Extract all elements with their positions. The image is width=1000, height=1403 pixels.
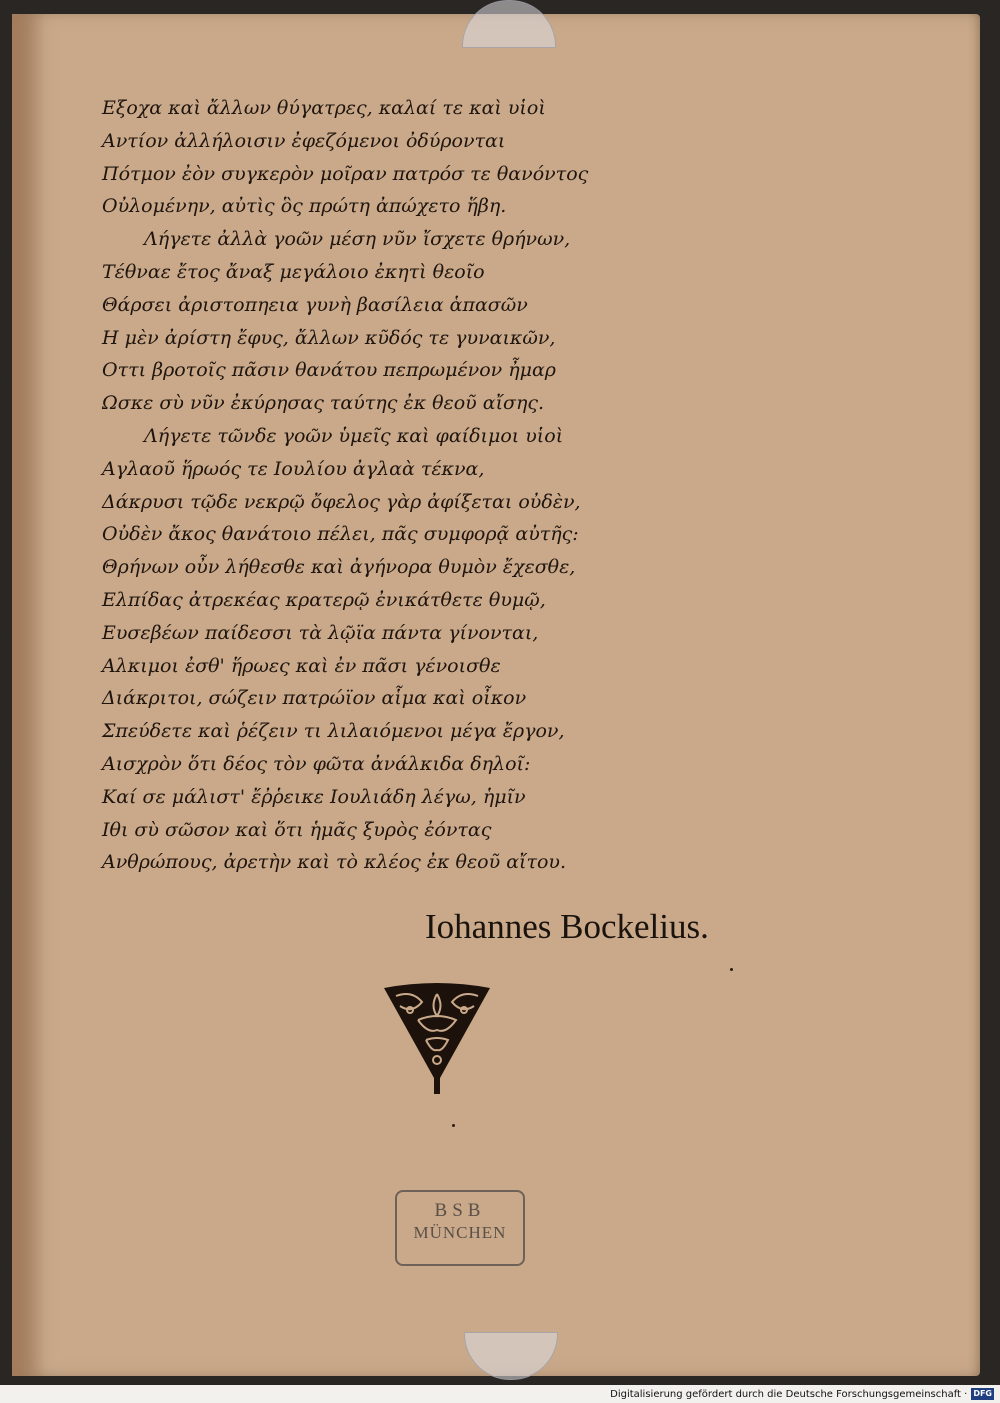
poem-line: Ανθρώπους, ἀρετὴν καὶ τὸ κλέος ἐκ θεοῦ αἴτου. (102, 851, 567, 873)
stamp-line-2: MÜNCHEN (413, 1223, 507, 1242)
stamp-line-1: BSB (434, 1200, 486, 1221)
poem-line: Θρήνων οὖν λήθεσθε καὶ ἀγήνορα θυμὸν ἔχεσθε, (102, 556, 576, 578)
poem-line: Ιθι σὺ σῶσον καὶ ὅτι ἡμᾶς ξυρὸς ἐόντας (102, 819, 492, 841)
poem-line: Σπεύδετε καὶ ῥέζειν τι λιλαιόμενοι μέγα ἔργον, (102, 720, 565, 742)
poem-line: Εξοχα καὶ ἄλλων θύγατρες, καλαί τε καὶ υἱοὶ (102, 97, 546, 119)
poem-line: Αγλαοῦ ἥρωός τε Ιουλίου ἀγλαὰ τέκνα, (102, 458, 485, 480)
ink-speck (452, 1124, 455, 1127)
poem-line: Ωσκε σὺ νῦν ἐκύρησας ταύτης ἐκ θεοῦ αἴσης. (102, 392, 545, 414)
poem-line: Ελπίδας ἀτρεκέας κρατερῷ ἐνικάτθετε θυμῷ, (102, 589, 546, 611)
poem-line: Θάρσει ἀριστοπηεια γυνὴ βασίλεια ἁπασῶν (102, 294, 528, 316)
poem-line: Λήγετε τῶνδε γοῶν ὑμεῖς καὶ φαίδιμοι υἱοὶ (144, 425, 564, 447)
poem-line: Λήγετε ἀλλὰ γοῶν μέση νῦν ἴσχετε θρήνων, (144, 228, 571, 250)
poem-line: Ευσεβέων παίδεσσι τὰ λῷϊα πάντα γίνονται, (102, 622, 539, 644)
ink-speck (730, 968, 733, 971)
poem-line: Διάκριτοι, σώζειν πατρώϊον αἷμα καὶ οἶκον (102, 687, 527, 709)
poem-line: Καί σε μάλιστ' ἔῤῥεικε Ιουλιάδη λέγω, ἡμῖν (102, 786, 526, 808)
poem-line: Οὐδὲν ἄκος θανάτοιο πέλει, πᾶς συμφορᾷ αὐτῆς: (102, 523, 579, 545)
dfg-logo-icon: DFG (973, 1389, 992, 1398)
poem-line: Οὐλομένην, αὐτὶς ὃς πρώτη ἀπώχετο ἥβη. (102, 195, 507, 217)
digitization-footer (610, 1388, 994, 1400)
page-gutter-shadow (12, 14, 46, 1376)
page-clip-bottom (464, 1332, 558, 1380)
poem-line: Αλκιμοι ἐσθ' ἥρωες καὶ ἐν πᾶσι γένοισθε (102, 655, 501, 677)
poem-line: Αντίον ἀλλήλοισιν ἐφεζόμενοι ὀδύρονται (102, 130, 506, 152)
poem-line: Τέθναε ἔτος ἄναξ μεγάλοιο ἐκητὶ θεοῖο (102, 261, 485, 283)
poem-line: Οττι βροτοῖς πᾶσιν θανάτου πεπρωμένον ἦμαρ (102, 359, 556, 381)
poem-line: Δάκρυσι τῷδε νεκρῷ ὄφελος γὰρ ἀφίξεται οὐδὲν, (102, 491, 581, 513)
poem-line: Πότμον ἐὸν συγκερὸν μοῖραν πατρόσ τε θανόντος (102, 163, 589, 185)
page-clip-top (462, 0, 556, 48)
poem-line: Η μὲν ἀρίστη ἔφυς, ἄλλων κῦδός τε γυναικῶν, (102, 327, 556, 349)
library-stamp (395, 1190, 525, 1266)
poem-line: Αισχρὸν ὅτι δέος τὸν φῶτα ἀνάλκιδα δηλοῖ: (102, 753, 531, 775)
author-signature: Iohannes Bockelius. (425, 907, 709, 946)
footer-text: Digitalisierung gefördert durch die Deutsche Forschungsgemeinschaft · (610, 1388, 968, 1400)
book-page (12, 14, 980, 1376)
printer-ornament (382, 982, 492, 1100)
